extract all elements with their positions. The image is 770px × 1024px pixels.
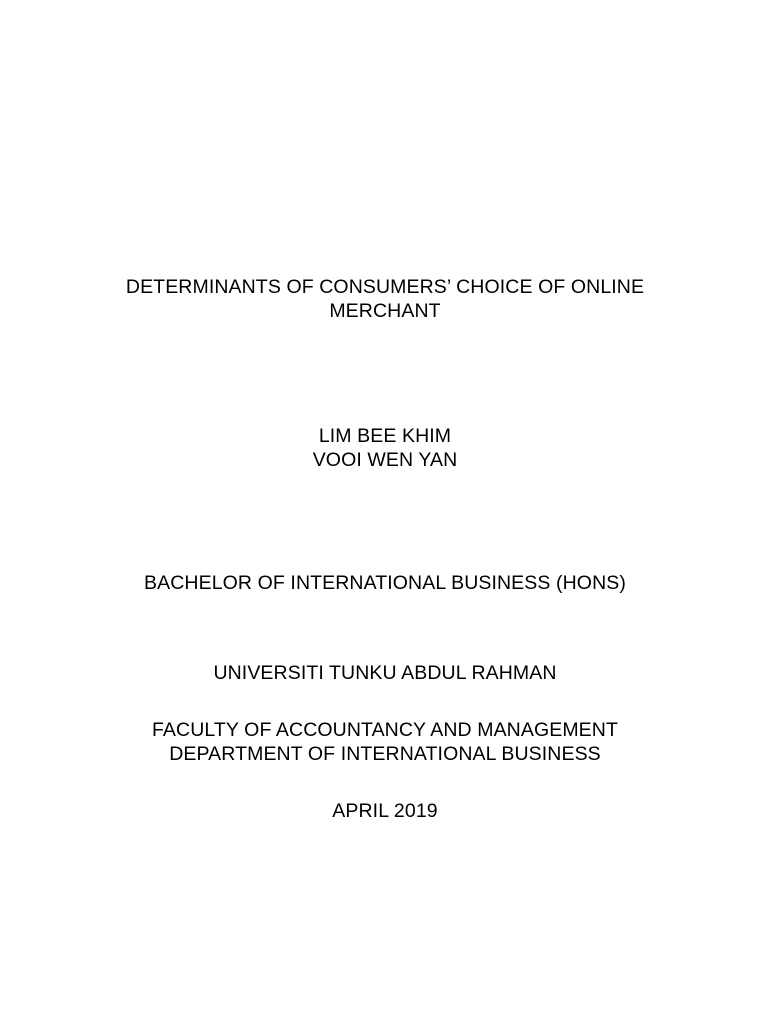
degree-text: BACHELOR OF INTERNATIONAL BUSINESS (HONS): [144, 572, 626, 594]
degree-name: [0, 571, 770, 595]
department-text: DEPARTMENT OF INTERNATIONAL BUSINESS: [169, 743, 601, 765]
thesis-title-line-2: MERCHANT: [329, 300, 441, 322]
author-name: VOOI WEN YAN: [312, 449, 458, 471]
thesis-title: [0, 275, 770, 323]
author-list: [0, 424, 770, 472]
submission-date: [0, 799, 770, 823]
thesis-title-line-1: DETERMINANTS OF CONSUMERS’ CHOICE OF ONLINE: [125, 276, 645, 298]
author-name: LIM BEE KHIM: [318, 425, 452, 447]
university-name: [0, 661, 770, 685]
faculty-department: [0, 718, 770, 766]
faculty-text: FACULTY OF ACCOUNTANCY AND MANAGEMENT: [152, 719, 618, 741]
university-text: UNIVERSITI TUNKU ABDUL RAHMAN: [213, 662, 557, 684]
date-text: APRIL 2019: [332, 800, 438, 822]
